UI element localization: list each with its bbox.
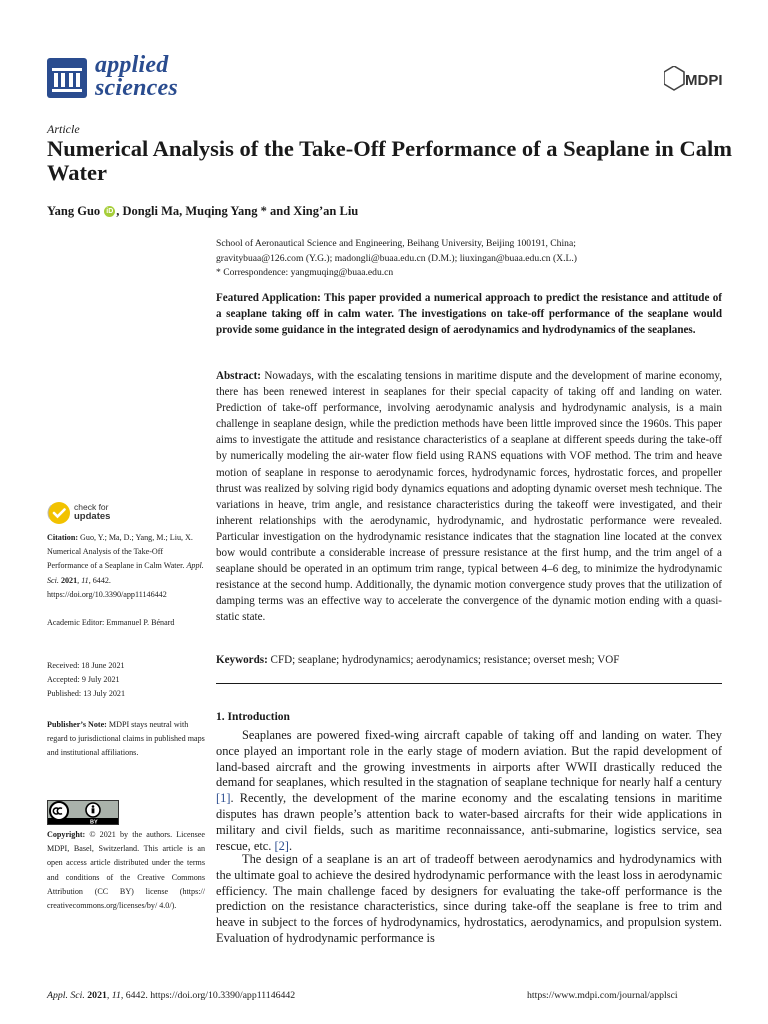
check-for-updates-badge[interactable] [47,501,187,525]
author-rest: , Dongli Ma, Muqing Yang * and Xing’an Liu [116,204,359,218]
intro-p1-text-b: . Recently, the development of the marine economy and the escalating tensions in maritime disputes has drawn people’s attention back to water-based aircrafts for their wide applications in military and civil fields, such as maritime reconnaissance, anti-submarine, logistics service, sea rescue, etc. [216,791,722,853]
publisher-note-text: MDPI stays neutral with regard to jurisdictional claims in published maps and institutional affiliations. [47,720,205,758]
intro-paragraph-2: The design of a seaplane is an art of tradeoff between aerodynamics and hydrodynamics with the ultimate goal to achieve the desired hydrodynamic performance with the least loss in aerodynamic efficiency. The main challenge faced by designers for evaluating the take-off performance is the prediction on the resistance characteristics, since during take-off the seaplane is free to trim and heave in subject to the forces of hydrodynamics, hydrostatics, aerodynamics, and propulsion system. Evaluation of hydrodynamic performance is [216,852,722,945]
copyright-notice [47,828,205,913]
mdpi-logo-text: MDPI [685,72,722,89]
intro-p1-text-c: . [288,838,293,853]
citation-journal: Appl. Sci. [47,561,204,585]
keywords-label: Keywords: [216,654,268,666]
article-type: Article [47,122,80,136]
date-accepted: Accepted: 9 July 2021 [47,675,120,685]
affiliation-line: School of Aeronautical Science and Engineering, Beihang University, Beijing 100191, China; [216,238,576,249]
section-heading: 1. Introduction [216,711,290,723]
check-label-2: updates [74,511,111,522]
footer-citation [47,990,295,1001]
keywords [216,652,722,668]
orcid-icon[interactable]: iD [106,208,114,215]
author-emails: gravitybuaa@126.com (Y.G.); madongli@buaa.edu.cn (D.M.); liuxingan@buaa.edu.cn (X.L.) [216,252,577,264]
featured-text: This paper provided a numerical approach to predict the resistance and attitude of a seaplane taking off in calm water. The investigations on take-off performance of the seaplane would provide some guidance in the integrated design of aerodynamics and hydrodynamics of the seaplanes. [216,292,723,337]
citation-year: 2021 [58,575,78,585]
abstract-text: Nowadays, with the escalating tensions in maritime dispute and the development of marine economy, there has been renewed interest in seaplanes for their special capacity of taking off and landing on water. Prediction of take-off performance, involving aerodynamic analysis and hydrodynamic analysis, is a main challenge in seaplane design, while the prediction methods have been little improved since the 1960s. This paper aims to investigate the attitude and resistance characteristics of a seaplane at different speeds during the take-off by numerically modeling the air-water flow field using RANS equations with VOF method. The trim and heave motion of seaplane in response to aerodynamic forces, hydrodynamic forces, hydrostatic forces, and propeller thrust was realized by solving rigid body dynamics equations and adopting dynamic overset mesh technique. The variations in heave, trim angle, and resistance characteristics during the takeoff were investigated, and their inherent relationships with the aerodynamic, hydrodynamic, and hydrostatic performance were revealed. Particular investigation on the hydrodynamic resistance indicates that the stagnation line located at the convex bow would contribute a considerable increase of pressure resistance at the first hump, and the trim angel of a seaplane should be operated in an optimum trim range, typical between 4–6 deg, to minimize the hydrodynamic resistance at the second hump. Additionally, the dynamic motion convergence study proves that the utilization of damping terms was an effective way to accelerate the convergence of the dynamic motion ending with a quasi-static state. [216,370,722,624]
featured-label: Featured Application: [216,292,321,304]
footer-journal-url[interactable]: https://www.mdpi.com/journal/applsci [527,990,678,1001]
citation-label: Citation: [47,533,79,542]
check-label-1: check for [74,502,109,512]
footer-year: 2021 [84,990,107,1001]
mdpi-logo-icon [664,66,722,92]
citation-text: Guo, Y.; Ma, D.; Yang, M.; Liu, X. Numerical Analysis of the Take-Off Performance of a Seaplane in Calm Water. [47,533,193,571]
copyright-label: Copyright: [47,830,86,839]
journal-name [95,54,178,100]
journal-name-line2: sciences [95,75,178,101]
author-list [47,204,358,219]
intro-p1-text-a: Seaplanes are powered fixed-wing aircraft capable of taking off and landing on water. They once played an important role in the early stage of modern aviation. But the rapid development of land-based aircraft and the growing investments in airports after WWII drastically reduced the demand for seaplanes, which resulted in the stagnation of seaplane technique for nearly half a century [216,728,722,790]
footer-doi: , 6442. https://doi.org/10.3390/app11146442 [120,990,296,1001]
academic-editor: Academic Editor: Emmanuel P. Bénard [47,618,175,627]
cc-by-text: BY [90,819,98,825]
copyright-text: © 2021 by the authors. Licensee MDPI, Basel, Switzerland. This article is an open access article distributed under the terms and conditions of the Creative Commons Attribution (CC BY) license (https:// creativecommons.org/licenses/by/ 4.0/). [47,830,205,911]
affiliation-block [216,237,726,281]
featured-application [216,290,722,338]
date-published: Published: 13 July 2021 [47,689,126,699]
check-for-updates-icon [47,501,71,525]
footer-volume: , 11 [106,990,121,1001]
keywords-text: CFD; seaplane; hydrodynamics; aerodynamics; resistance; overset mesh; VOF [267,654,620,666]
publisher-note [47,718,205,761]
abstract [216,368,722,626]
citation-doi: , 6442. https://doi.org/10.3390/app11146442 [47,575,167,599]
author-first: Yang Guo [47,204,101,218]
journal-name-line1: applied [95,52,169,78]
cc-by-license-icon[interactable] [47,800,119,825]
paper-title: Numerical Analysis of the Take-Off Performance of a Seaplane in Calm Water [47,136,732,185]
reference-link-2[interactable]: [2] [274,838,289,853]
publisher-note-label: Publisher’s Note: [47,720,107,729]
footer-journal: Appl. Sci. [47,990,85,1001]
date-received: Received: 18 June 2021 [47,661,125,670]
abstract-label: Abstract: [216,370,261,382]
citation-block [47,531,205,602]
correspondence: * Correspondence: yangmuqing@buaa.edu.cn [216,267,394,278]
journal-logo-icon [47,58,87,98]
section-divider [216,683,722,684]
dates-block [47,659,205,702]
reference-link-1[interactable]: [1] [216,791,231,806]
citation-volume: , 11 [77,575,89,585]
intro-paragraph-1 [216,728,722,854]
